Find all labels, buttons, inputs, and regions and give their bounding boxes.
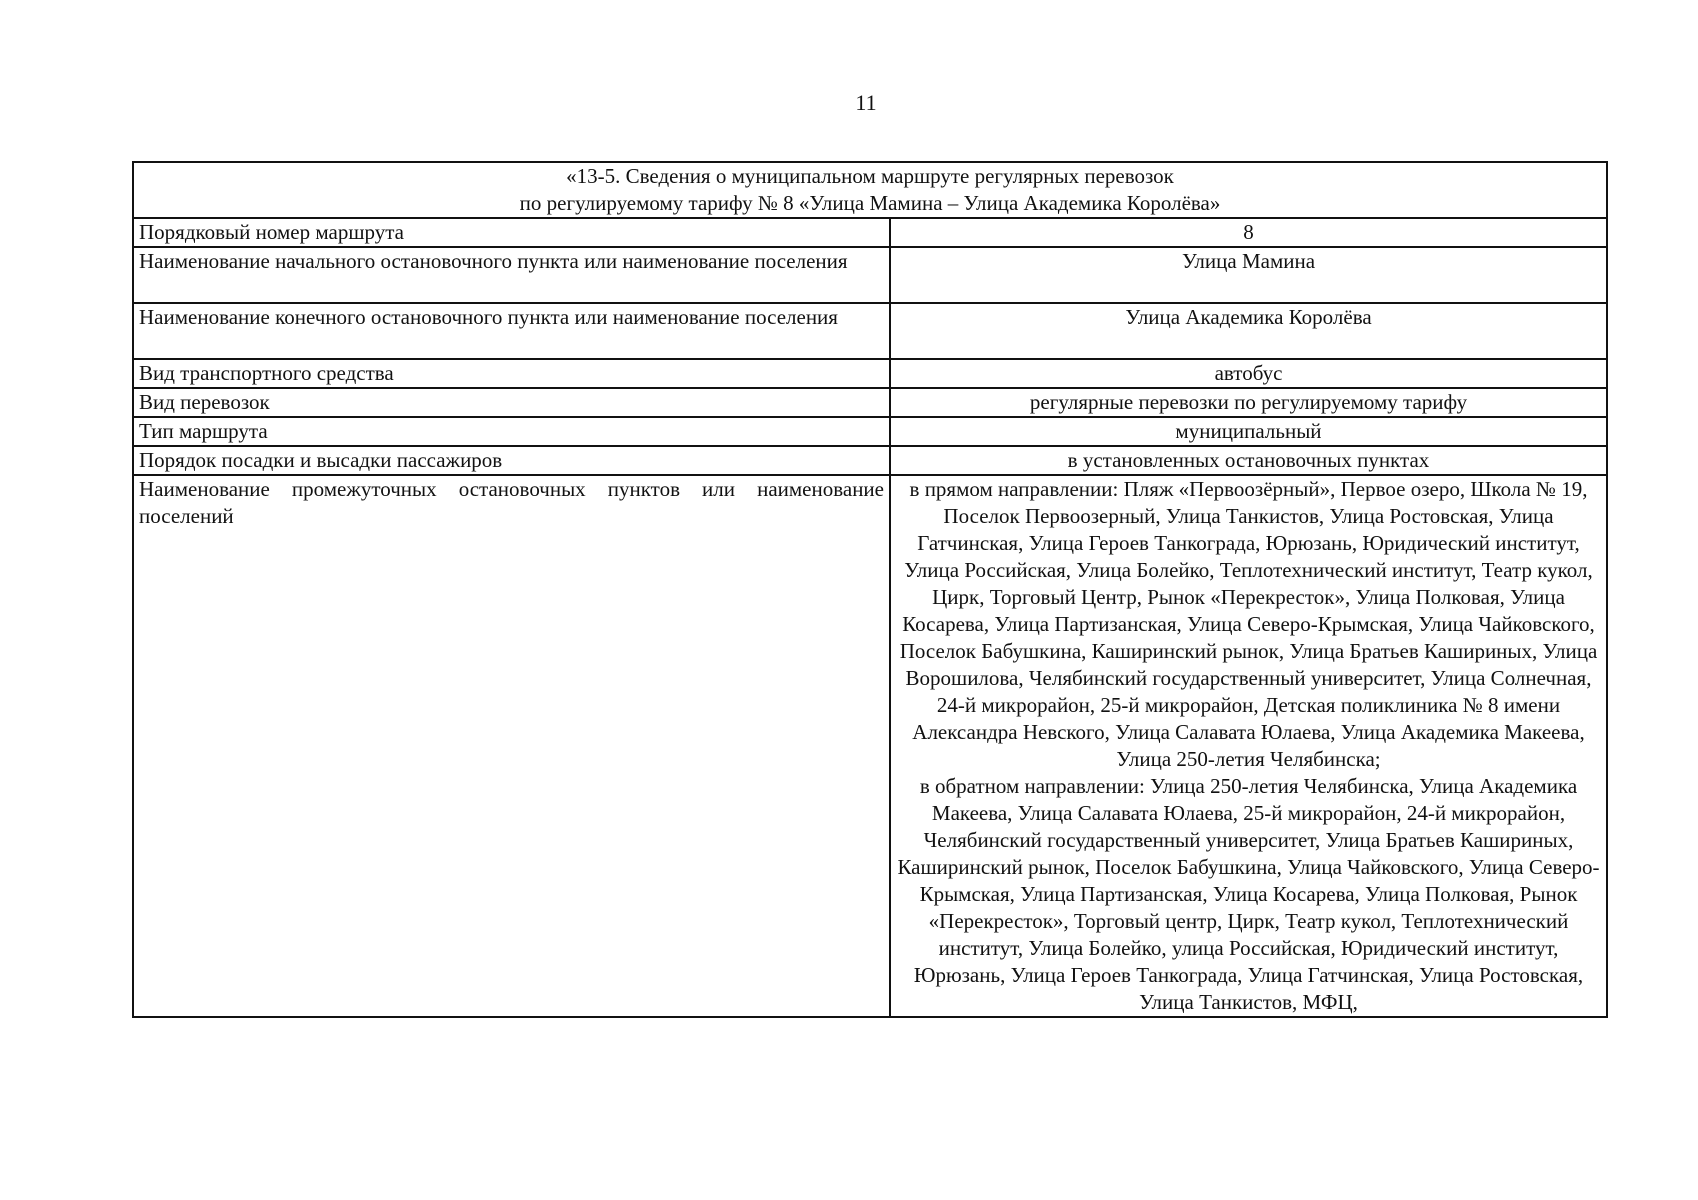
page-number: 11 [855,90,877,115]
table-title-line-2: по регулируемому тарифу № 8 «Улица Мамина – Улица Академика Королёва» [519,191,1221,215]
route-type-label: Тип маршрута [133,417,890,446]
table-row [133,359,1607,388]
boarding-order-label: Порядок посадки и высадки пассажиров [133,446,890,475]
table-row [133,475,1607,1017]
start-stop-value: Улица Мамина [890,247,1607,303]
table-row [133,218,1607,247]
forward-direction-stops: в прямом направлении: Пляж «Первоозёрный», Первое озеро, Школа № 19, Поселок Первоозерный, Улица Танкистов, Улица Ростовская, Улица Гатчинская, Улица Героев Танкограда, Юрюзань, Юридический институт, Улица Российская, Улица Болейко, Теплотехнический институт, Театр кукол, Цирк, Торговый Центр, Рынок «Перекресток», Улица Полковая, Улица Косарева, Улица Партизанская, Улица Северо-Крымская, Улица Чайковского, Поселок Бабушкина, Каширинский рынок, Улица Братьев Кашириных, Улица Ворошилова, Челябинский государственный университет, Улица Солнечная, 24-й микрорайон, 25-й микрорайон, Детская поликлиника № 8 имени Александра Невского, Улица Салавата Юлаева, Улица Академика Макеева, Улица 250-летия Челябинска; [899,477,1598,771]
end-stop-value: Улица Академика Королёва [890,303,1607,359]
intermediate-stops-label: Наименование промежуточных остановочных пунктов или наименование поселений [133,475,890,1017]
end-stop-label: Наименование конечного остановочного пункта или наименование поселения [133,303,890,359]
table-row [133,446,1607,475]
reverse-direction-stops: в обратном направлении: Улица 250-летия Челябинска, Улица Академика Макеева, Улица Салавата Юлаева, 25-й микрорайон, 24-й микрорайон, Челябинский государственный университет, Улица Братьев Кашириных, Каширинский рынок, Поселок Бабушкина, Улица Чайковского, Улица Северо-Крымская, Улица Партизанская, Улица Косарева, Улица Полковая, Рынок «Перекресток», Торговый центр, Цирк, Театр кукол, Теплотехнический институт, Улица Болейко, улица Российская, Юридический институт, Юрюзань, Улица Героев Танкограда, Улица Гатчинская, Улица Ростовская, Улица Танкистов, МФЦ, [897,774,1600,1014]
table-row [133,417,1607,446]
transport-kind-value: регулярные перевозки по регулируемому тарифу [890,388,1607,417]
vehicle-type-value: автобус [890,359,1607,388]
route-type-value: муниципальный [890,417,1607,446]
vehicle-type-label: Вид транспортного средства [133,359,890,388]
table-title [133,162,1607,218]
transport-kind-label: Вид перевозок [133,388,890,417]
table-row [133,303,1607,359]
route-info-table [132,161,1608,1018]
start-stop-label: Наименование начального остановочного пункта или наименование поселения [133,247,890,303]
route-number-label: Порядковый номер маршрута [133,218,890,247]
table-row [133,247,1607,303]
intermediate-stops-value [890,475,1607,1017]
table-row [133,388,1607,417]
boarding-order-value: в установленных остановочных пунктах [890,446,1607,475]
table-title-row [133,162,1607,218]
route-number-value: 8 [890,218,1607,247]
table-title-line-1: «13-5. Сведения о муниципальном маршруте регулярных перевозок [566,164,1174,188]
